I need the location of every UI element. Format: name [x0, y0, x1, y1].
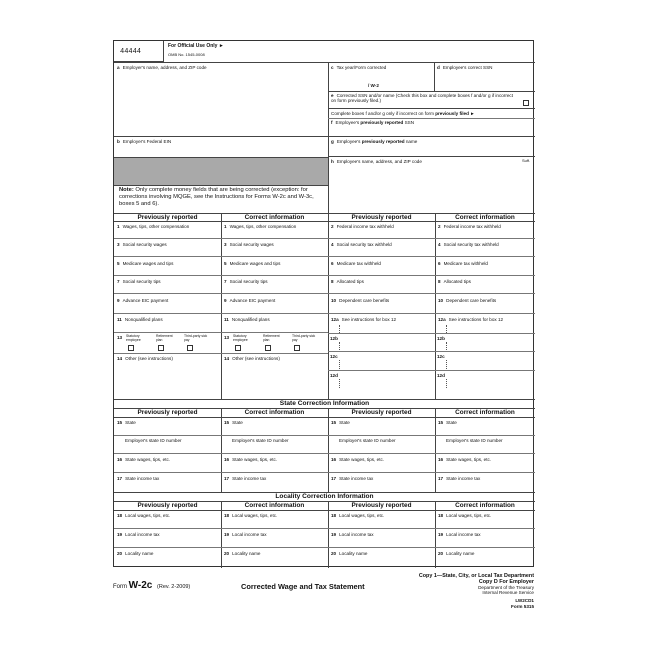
box-8-corr[interactable]: 8 Allocated tips: [438, 279, 471, 284]
box-17-col4[interactable]: 17 State income tax: [438, 476, 481, 481]
previous-name-field[interactable]: [329, 145, 534, 156]
box-12a-corr[interactable]: 12a See instructions for box 12: [438, 317, 504, 322]
state-col-prev-2: Previously reported: [351, 409, 412, 416]
employer-name-field[interactable]: [114, 71, 327, 137]
previous-ssn-field[interactable]: [329, 126, 534, 136]
box-19-col2[interactable]: 19 Local income tax: [224, 532, 267, 537]
state-col-prev-1: Previously reported: [137, 409, 198, 416]
box-17-col3[interactable]: 17 State income tax: [331, 476, 374, 481]
shaded-area: [114, 158, 328, 185]
state-section-title: State Correction Information: [279, 400, 370, 407]
box-3-prev[interactable]: 3 Social security wages: [117, 242, 167, 247]
state-col-corr-1: Correct information: [244, 409, 305, 416]
box-15-state-col3[interactable]: 15 State: [331, 420, 350, 425]
form-code: LW2CD1: [515, 598, 534, 603]
box-11-prev[interactable]: 11 Nonqualified plans: [117, 317, 163, 322]
box-7-prev[interactable]: 7 Social security tips: [117, 279, 161, 284]
official-use-label: For Official Use Only ►: [168, 43, 224, 49]
box-e-label: e Corrected SSN and/or name (Check this box and complete boxes f and/or g if incorrect on form previously filed.): [331, 93, 513, 103]
box-11-corr[interactable]: 11 Nonqualified plans: [224, 317, 270, 322]
tax-year-field[interactable]: [329, 70, 433, 90]
box-5-corr[interactable]: 5 Medicare wages and tips: [224, 261, 281, 266]
box-13-corr-statutory: Statutory employee: [233, 334, 248, 342]
control-number: 44444: [120, 48, 142, 56]
box-16-col3[interactable]: 16 State wages, tips, etc.: [331, 457, 385, 462]
box-13-prev-statutory: Statutory employee: [126, 334, 141, 342]
box-b-label: b Employer's Federal EIN: [117, 139, 172, 144]
box-12d-prev[interactable]: 12d: [330, 373, 338, 378]
box-13-prev-statutory-checkbox[interactable]: [128, 345, 134, 351]
col-prev-2: Previously reported: [351, 214, 412, 221]
box-7-corr[interactable]: 7 Social security tips: [224, 279, 268, 284]
box-14-corr[interactable]: 14 Other (see instructions): [224, 356, 280, 361]
box-6-prev[interactable]: 6 Medicare tax withheld: [331, 261, 381, 266]
corrected-ssn-checkbox[interactable]: [523, 100, 529, 106]
box-d-label: d Employee's correct SSN: [437, 65, 493, 70]
employee-address-field[interactable]: [329, 165, 534, 212]
box-16-col4[interactable]: 16 State wages, tips, etc.: [438, 457, 492, 462]
form-title: Corrected Wage and Tax Statement: [241, 582, 365, 591]
box-12d-corr[interactable]: 12d: [437, 373, 445, 378]
box-10-prev[interactable]: 10 Dependent care benefits: [331, 298, 390, 303]
employee-correct-ssn-field[interactable]: [435, 70, 534, 90]
box-13-corr-retirement-checkbox[interactable]: [265, 345, 271, 351]
box-13-corr-statutory-checkbox[interactable]: [235, 345, 241, 351]
box-12c-prev[interactable]: 12c: [330, 354, 338, 359]
box-13-corr-num: 13: [224, 335, 230, 340]
box-12b-corr[interactable]: 12b: [437, 336, 445, 341]
box-20-col1[interactable]: 20 Locality name: [117, 551, 154, 556]
form-id: Form W-2c (Rev. 2-2009): [113, 580, 191, 591]
box-10-corr[interactable]: 10 Dependent care benefits: [438, 298, 497, 303]
box-13-corr-thirdparty-checkbox[interactable]: [294, 345, 300, 351]
box-13-prev-num: 13: [117, 335, 123, 340]
box-13-corr-retirement: Retirement plan: [263, 334, 280, 342]
state-col-corr-2: Correct information: [455, 409, 515, 416]
box-h-label: h Employee's name, address, and ZIP code: [331, 159, 422, 164]
box-16-col2[interactable]: 16 State wages, tips, etc.: [224, 457, 278, 462]
box-19-col3[interactable]: 19 Local income tax: [331, 532, 374, 537]
form-number: Form 5315: [511, 604, 534, 609]
box-13-prev-thirdparty-checkbox[interactable]: [187, 345, 193, 351]
box-1-prev[interactable]: 1 Wages, tips, other compensation: [117, 224, 190, 229]
locality-section-title: Locality Correction Information: [275, 493, 374, 500]
box-18-col1[interactable]: 18 Local wages, tips, etc.: [117, 513, 171, 518]
box-18-col2[interactable]: 18 Local wages, tips, etc.: [224, 513, 278, 518]
department-label: Department of the Treasury: [478, 585, 534, 590]
suff-label: Suff.: [522, 158, 531, 163]
state-id-col3[interactable]: Employer's state ID number: [339, 438, 396, 443]
note: Note: Only complete money fields that are being corrected (exception: for corrections involving MQGE, see the Instructions for Forms W-2c and W-3c, boxes 5 and 6).: [119, 187, 314, 207]
box-c-value: / W-2: [368, 83, 379, 88]
irs-label: Internal Revenue Service: [482, 590, 534, 595]
complete-fg-note: Complete boxes f and/or g only if incorrect on form previously filed ►: [331, 111, 475, 116]
box-9-corr[interactable]: 9 Advance EIC payment: [224, 298, 276, 303]
copy-d-label: Copy D For Employer: [478, 579, 534, 585]
form-footer: [113, 570, 534, 620]
box-13-prev-retirement: Retirement plan: [156, 334, 173, 342]
box-g-label: g Employee's previously reported name: [331, 139, 418, 144]
col-prev-1: Previously reported: [137, 214, 198, 221]
box-18-col3[interactable]: 18 Local wages, tips, etc.: [331, 513, 385, 518]
box-17-col2[interactable]: 17 State income tax: [224, 476, 267, 481]
state-id-col1[interactable]: Employer's state ID number: [125, 438, 182, 443]
employer-ein-field[interactable]: [114, 145, 327, 157]
col-corr-2: Correct information: [455, 214, 515, 221]
box-15-state-col4[interactable]: 15 State: [438, 420, 457, 425]
box-19-col1[interactable]: 19 Local income tax: [117, 532, 160, 537]
box-16-col1[interactable]: 16 State wages, tips, etc.: [117, 457, 171, 462]
copy-1-label: Copy 1—State, City, or Local Tax Department: [418, 573, 534, 579]
box-12b-prev[interactable]: 12b: [330, 336, 338, 341]
box-9-prev[interactable]: 9 Advance EIC payment: [117, 298, 169, 303]
box-19-col4[interactable]: 19 Local income tax: [438, 532, 481, 537]
col-corr-1: Correct information: [244, 214, 305, 221]
box-5-prev[interactable]: 5 Medicare wages and tips: [117, 261, 174, 266]
box-20-col3[interactable]: 20 Locality name: [331, 551, 368, 556]
box-2-prev[interactable]: 2 Federal income tax withheld: [331, 224, 394, 229]
control-number-box[interactable]: [114, 41, 164, 62]
box-c-label: c Tax year/Form corrected: [331, 65, 387, 70]
box-13-prev-thirdparty: Third-party sick pay: [184, 334, 208, 342]
w2c-form: [113, 40, 534, 567]
box-20-col4[interactable]: 20 Locality name: [438, 551, 475, 556]
box-12a-prev[interactable]: 12a See instructions for box 12: [331, 317, 397, 322]
state-id-col2[interactable]: Employer's state ID number: [232, 438, 289, 443]
loc-col-corr-1: Correct information: [244, 502, 305, 509]
omb-number: OMB No. 1545-0008: [168, 52, 205, 57]
loc-col-corr-2: Correct information: [455, 502, 515, 509]
box-6-corr[interactable]: 6 Medicare tax withheld: [438, 261, 488, 266]
box-17-col1[interactable]: 17 State income tax: [117, 476, 160, 481]
box-20-col2[interactable]: 20 Locality name: [224, 551, 261, 556]
box-f-label: f Employee's previously reported SSN: [331, 120, 415, 125]
box-4-prev[interactable]: 4 Social security tax withheld: [331, 242, 392, 247]
box-15-state-col2[interactable]: 15 State: [224, 420, 243, 425]
box-a-label: a Employer's name, address, and ZIP code: [117, 65, 207, 70]
box-15-state-col1[interactable]: 15 State: [117, 420, 136, 425]
box-8-prev[interactable]: 8 Allocated tips: [331, 279, 364, 284]
box-13-corr-thirdparty: Third-party sick pay: [292, 334, 316, 342]
box-13-prev-retirement-checkbox[interactable]: [158, 345, 164, 351]
box-2-corr[interactable]: 2 Federal income tax withheld: [438, 224, 501, 229]
box-3-corr[interactable]: 3 Social security wages: [224, 242, 274, 247]
loc-col-prev-1: Previously reported: [137, 502, 198, 509]
box-14-prev[interactable]: 14 Other (see instructions): [117, 356, 173, 361]
box-12c-corr[interactable]: 12c: [437, 354, 445, 359]
box-18-col4[interactable]: 18 Local wages, tips, etc.: [438, 513, 492, 518]
box-4-corr[interactable]: 4 Social security tax withheld: [438, 242, 499, 247]
box-1-corr[interactable]: 1 Wages, tips, other compensation: [224, 224, 297, 229]
state-id-col4[interactable]: Employer's state ID number: [446, 438, 503, 443]
loc-col-prev-2: Previously reported: [351, 502, 412, 509]
